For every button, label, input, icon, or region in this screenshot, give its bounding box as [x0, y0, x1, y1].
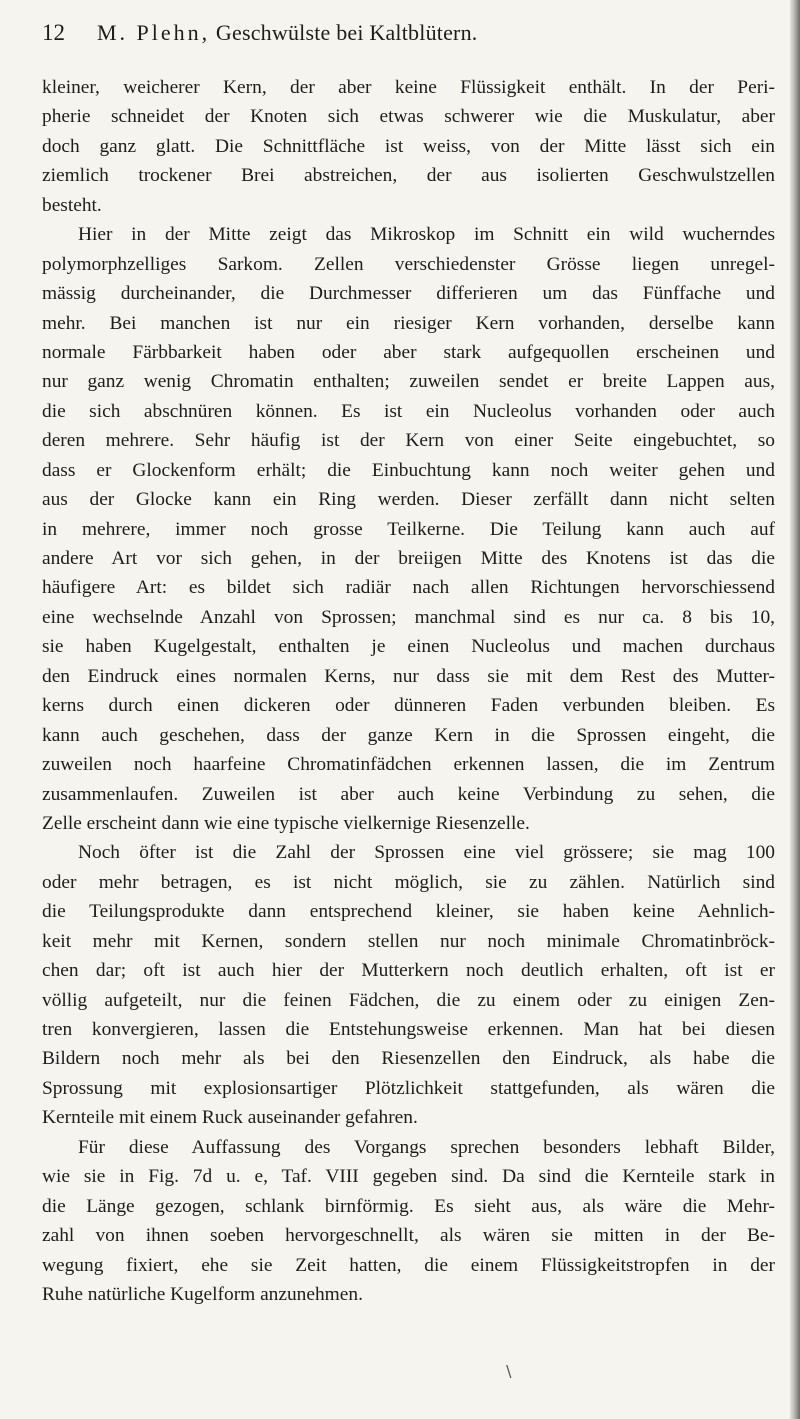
text-line: häufigere Art: es bildet sich radiär nach allen Richtungen hervorschiessend	[42, 577, 775, 599]
text-line: besteht.	[42, 194, 102, 216]
text-line: ziemlich trockener Brei abstreichen, der aus isolierten Geschwulstzellen	[42, 165, 775, 187]
text-line: doch ganz glatt. Die Schnittfläche ist weiss, von der Mitte lässt sich ein	[42, 135, 775, 157]
paragraph-4	[42, 1133, 775, 1310]
text-line: sie haben Kugelgestalt, enthalten je einen Nucleolus und machen durchaus	[42, 636, 775, 658]
text-line: Für diese Auffassung des Vorgangs sprechen besonders lebhaft Bilder,	[78, 1136, 775, 1158]
text-line: den Eindruck eines normalen Kerns, nur dass sie mit dem Rest des Mutter-	[42, 665, 775, 687]
text-line: aus der Glocke kann ein Ring werden. Dieser zerfällt dann nicht selten	[42, 489, 775, 511]
text-line: Hier in der Mitte zeigt das Mikroskop im Schnitt ein wild wucherndes	[78, 224, 775, 246]
text-line: Bildern noch mehr als bei den Riesenzellen den Eindruck, als habe die	[42, 1048, 775, 1070]
paragraph-1	[42, 73, 775, 220]
text-line: Ruhe natürliche Kugelform anzunehmen.	[42, 1283, 363, 1305]
paragraph-3	[42, 838, 775, 1132]
text-line: keit mehr mit Kernen, sondern stellen nur noch minimale Chromatinbröck-	[42, 930, 775, 952]
text-line: wegung fixiert, ehe sie Zeit hatten, die einem Flüssigkeitstropfen in der	[42, 1254, 775, 1276]
body-text	[42, 73, 775, 1309]
running-title	[97, 20, 477, 46]
text-line: kann auch geschehen, dass der ganze Kern in die Sprossen eingeht, die	[42, 724, 775, 746]
text-line: andere Art vor sich gehen, in der breiigen Mitte des Knotens ist das die	[42, 548, 775, 569]
text-line: zahl von ihnen soeben hervorgeschnellt, als wären sie mitten in der Be-	[42, 1225, 775, 1247]
text-line: tren konvergieren, lassen die Entstehungsweise erkennen. Man hat bei diesen	[42, 1019, 775, 1040]
text-line: Kernteile mit einem Ruck auseinander gefahren.	[42, 1107, 418, 1129]
text-line: normale Färbbarkeit haben oder aber stark aufgequollen erscheinen und	[42, 341, 775, 363]
stray-print-mark: ∖	[503, 1364, 514, 1381]
text-line: kleiner, weicherer Kern, der aber keine Flüssigkeit enthält. In der Peri-	[42, 77, 775, 98]
author-name: M. Plehn,	[97, 20, 211, 45]
text-line: Noch öfter ist die Zahl der Sprossen eine viel grössere; sie mag 100	[78, 842, 775, 864]
page-edge-shadow	[790, 0, 800, 1419]
article-title: Geschwülste bei Kaltblütern.	[215, 20, 478, 45]
text-line: die Teilungsprodukte dann entsprechend kleiner, sie haben keine Aehnlich-	[42, 901, 775, 923]
text-line: in mehrere, immer noch grosse Teilkerne. Die Teilung kann auch auf	[42, 518, 775, 540]
text-line: eine wechselnde Anzahl von Sprossen; manchmal sind es nur ca. 8 bis 10,	[42, 606, 775, 628]
text-line: mässig durcheinander, die Durchmesser differieren um das Fünffache und	[42, 283, 775, 305]
text-line: mehr. Bei manchen ist nur ein riesiger Kern vorhanden, derselbe kann	[42, 312, 775, 334]
text-line: völlig aufgeteilt, nur die feinen Fädchen, die zu einem oder zu einigen Zen-	[42, 989, 775, 1011]
text-line: Sprossung mit explosionsartiger Plötzlichkeit stattgefunden, als wären die	[42, 1077, 775, 1099]
text-line: oder mehr betragen, es ist nicht möglich, sie zu zählen. Natürlich sind	[42, 871, 775, 893]
text-line: polymorphzelliges Sarkom. Zellen verschiedenster Grösse liegen unregel-	[42, 253, 775, 275]
text-line: chen dar; oft ist auch hier der Mutterkern noch deutlich erhalten, oft ist er	[42, 960, 775, 982]
text-line: die Länge gezogen, schlank birnförmig. Es sieht aus, als wäre die Mehr-	[42, 1195, 775, 1217]
running-header	[42, 16, 762, 56]
text-line: zuweilen noch haarfeine Chromatinfädchen erkennen lassen, die im Zentrum	[42, 754, 775, 776]
text-line: dass er Glockenform erhält; die Einbuchtung kann noch weiter gehen und	[42, 459, 775, 481]
text-line: zusammenlaufen. Zuweilen ist aber auch keine Verbindung zu sehen, die	[42, 783, 775, 805]
text-line: die sich abschnüren können. Es ist ein Nucleolus vorhanden oder auch	[42, 400, 775, 422]
text-line: wie sie in Fig. 7d u. e, Taf. VIII gegeben sind. Da sind die Kernteile stark in	[42, 1166, 775, 1188]
page-number: 12	[42, 20, 65, 45]
text-line: nur ganz wenig Chromatin enthalten; zuweilen sendet er breite Lappen aus,	[42, 371, 775, 393]
paragraph-2	[42, 220, 775, 838]
text-line: kerns durch einen dickeren oder dünneren Faden verbunden bleiben. Es	[42, 695, 775, 717]
text-line: Zelle erscheint dann wie eine typische vielkernige Riesenzelle.	[42, 812, 530, 834]
text-line: pherie schneidet der Knoten sich etwas schwerer wie die Muskulatur, aber	[42, 106, 775, 128]
text-line: deren mehrere. Sehr häufig ist der Kern von einer Seite eingebuchtet, so	[42, 430, 775, 452]
